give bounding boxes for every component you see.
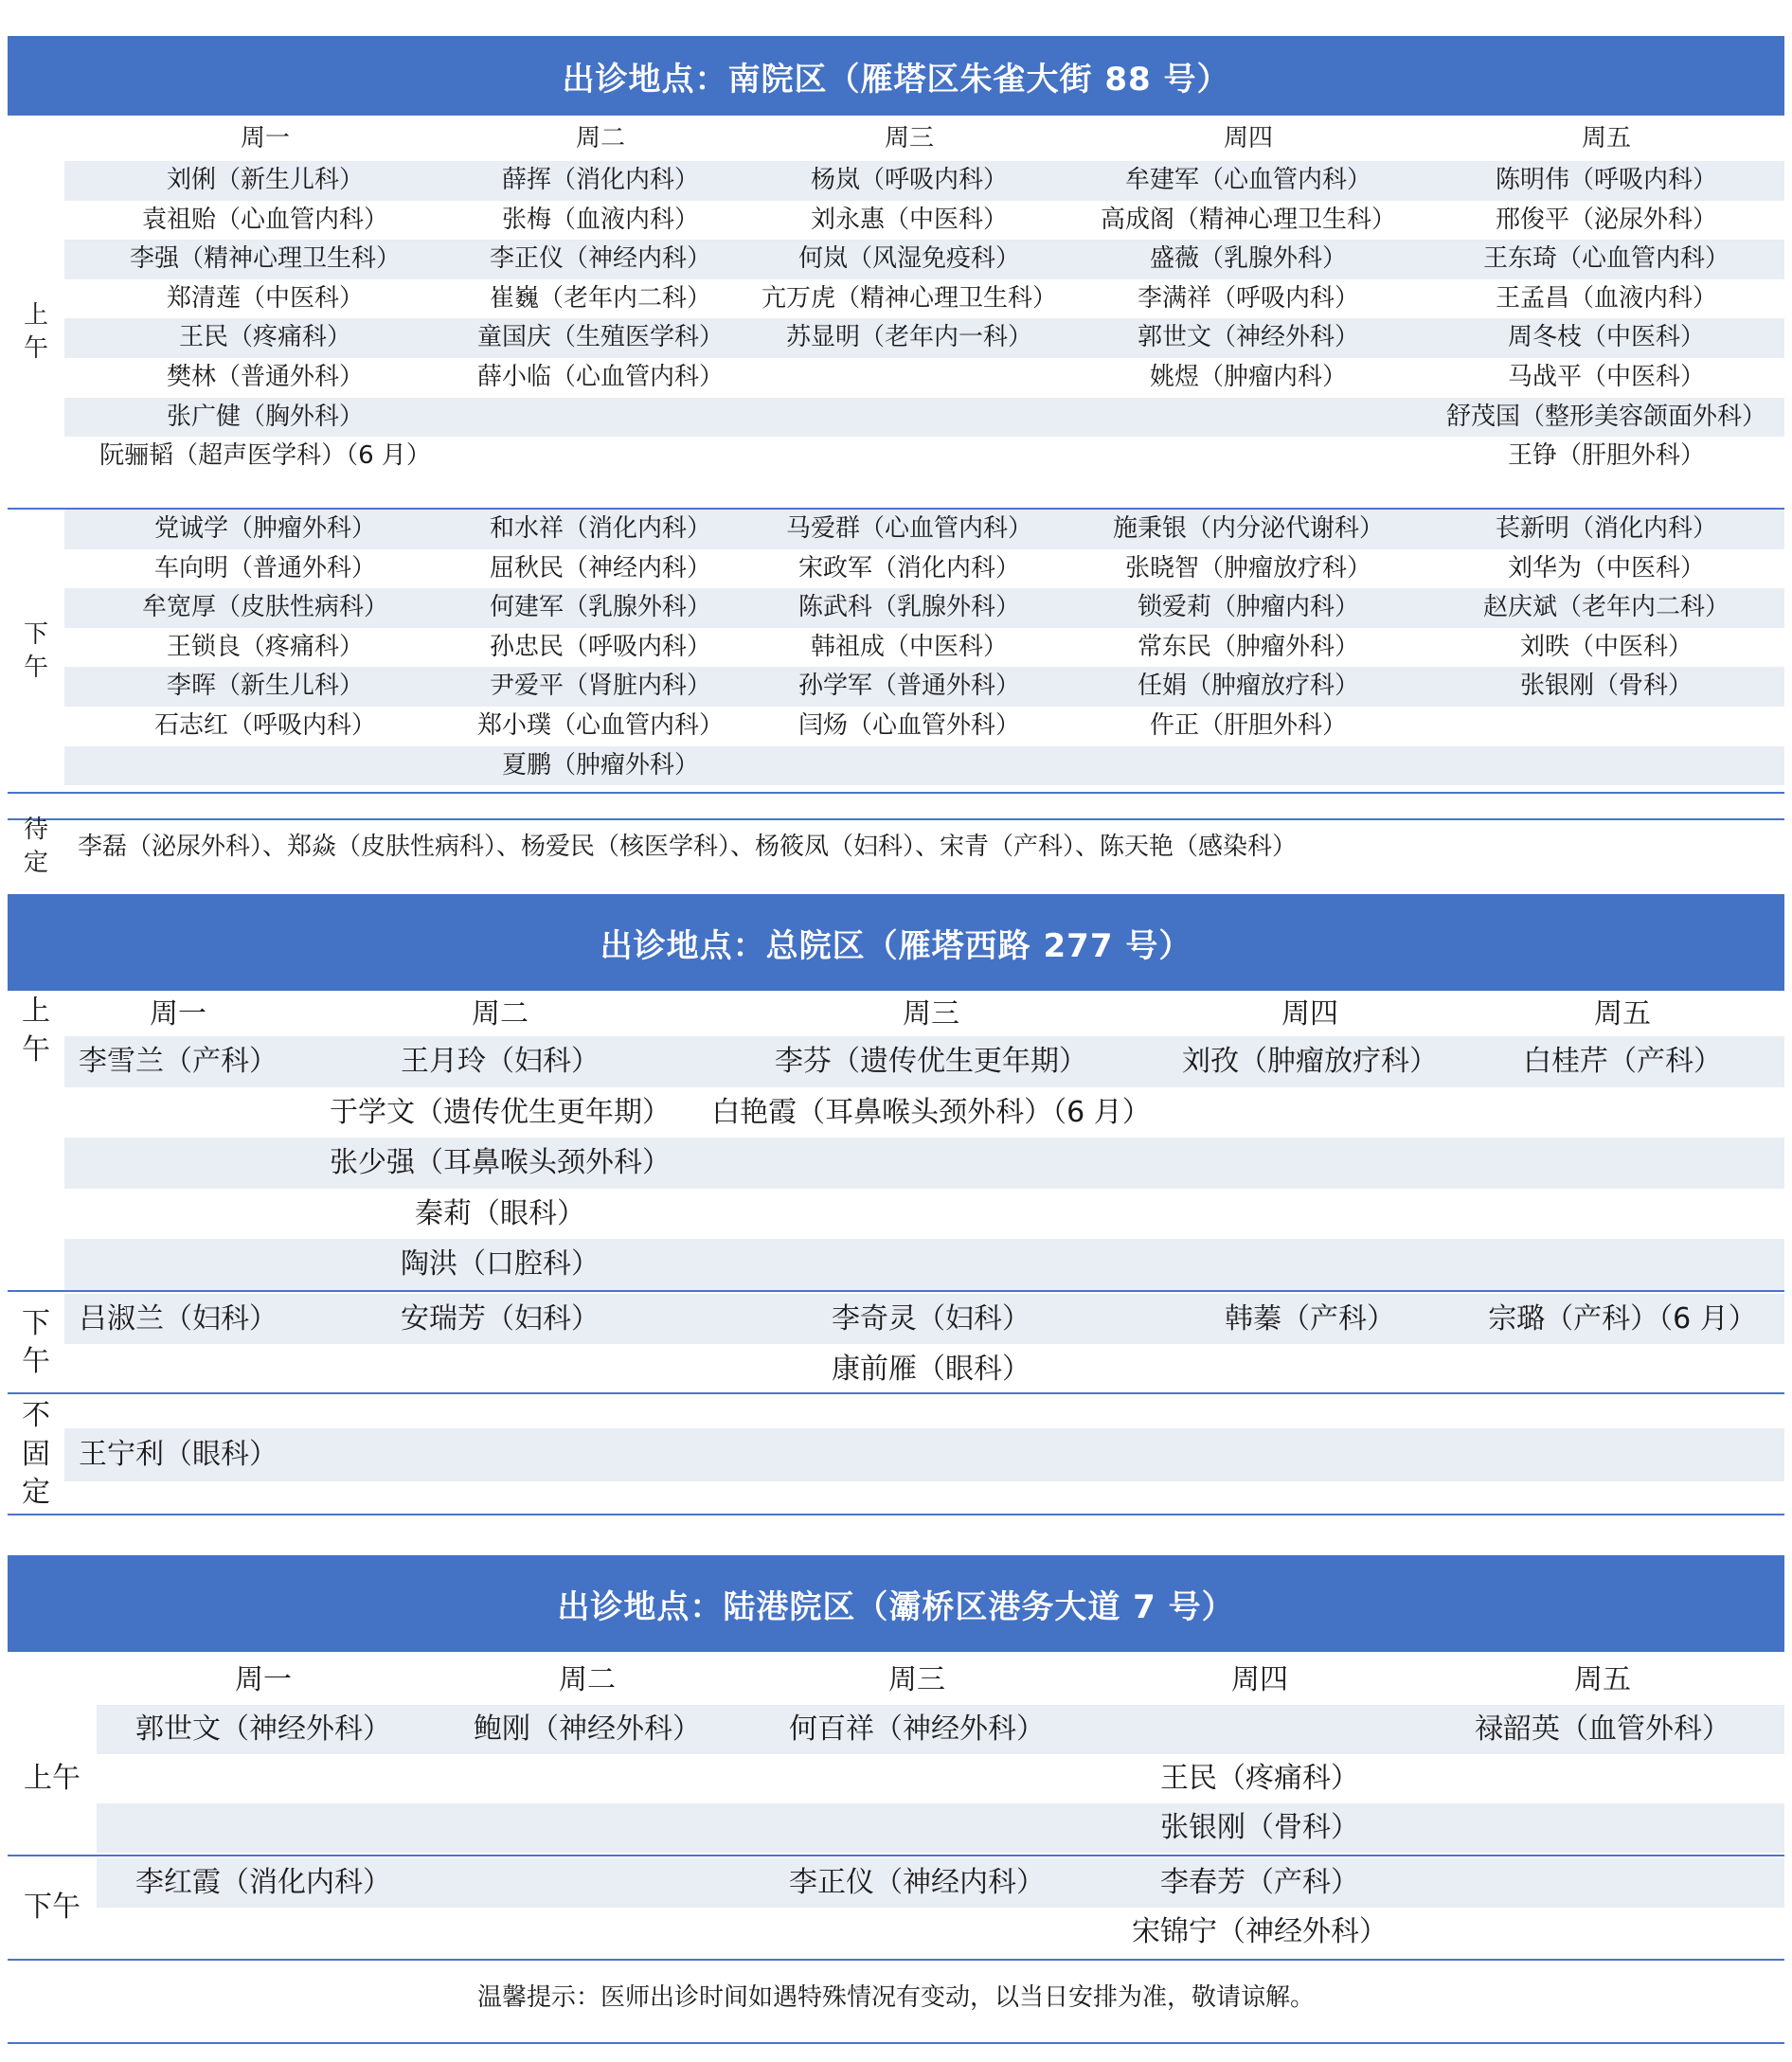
footer-note: 温馨提示：医师出诊时间如遇特殊情况有变动，以当日安排为准，敬请谅解。 [476, 1983, 1315, 2012]
doctor-entry: 闫炀（心血管外科） [797, 711, 1020, 740]
doctor-entry: 康前雁（眼科） [832, 1353, 1030, 1386]
band-1 [8, 1290, 1784, 1394]
doctor-entry: 王民（疼痛科） [178, 323, 351, 352]
doctor-entry: 袁祖贻（心血管内科） [141, 205, 388, 234]
doctor-entry: 邢俊平（泌尿外科） [1495, 205, 1717, 234]
doctor-entry: 李正仪（神经内科） [489, 244, 711, 274]
weekday-header-row [8, 1658, 1784, 1703]
doctor-entry: 李满祥（呼吸内科） [1137, 283, 1359, 313]
period-label: 上 午 [22, 995, 50, 1067]
weekday-2: 周二 [575, 124, 625, 152]
doctor-entry: 仵正（肝胆外科） [1149, 711, 1347, 740]
doctor-entry: 张少强（耳鼻喉头颈外科） [330, 1146, 671, 1180]
section-title: 出诊地点：南院区（雁塔区朱雀大街 88 号） [8, 36, 1784, 116]
period-label: 不 固 定 [22, 1399, 50, 1510]
doctor-entry: 苏显明（老年内一科） [785, 323, 1032, 352]
doctor-entry: 吕淑兰（妇科） [79, 1302, 278, 1336]
doctor-entry: 禄韶英（血管外科） [1475, 1712, 1730, 1746]
section-south [8, 36, 1784, 877]
doctor-entry: 宗璐（产科）（6 月） [1488, 1302, 1757, 1336]
doctor-entry: 张广健（胸外科） [166, 402, 364, 431]
doctor-entry: 和水祥（消化内科） [489, 514, 711, 543]
weekday-3: 周三 [884, 124, 934, 152]
doctor-entry: 王孟昌（血液内科） [1495, 283, 1717, 313]
doctor-entry: 任娟（肿瘤放疗科） [1137, 672, 1359, 701]
pending-doctors: 李磊（泌尿外科）、郑焱（皮肤性病科）、杨爱民（核医学科）、杨筱凤（妇科）、宋青（产科）、陈天艳（感染科） [78, 833, 1298, 861]
weekday-4: 周四 [1223, 124, 1273, 152]
doctor-entry: 车向明（普通外科） [153, 553, 376, 583]
doctor-entry: 马爱群（心血管内科） [785, 514, 1032, 543]
doctor-entry: 陈明伟（呼吸内科） [1495, 166, 1717, 194]
doctor-entry: 白桂芹（产科） [1523, 1045, 1722, 1078]
weekday-5: 周五 [1594, 997, 1651, 1031]
doctor-entry: 安瑞芳（妇科） [401, 1302, 600, 1336]
period-label: 上 午 [23, 300, 48, 363]
doctor-entry: 何岚（风湿免疫科） [797, 244, 1020, 274]
period-label: 上午 [24, 1761, 81, 1795]
section-title: 出诊地点：总院区（雁塔西路 277 号） [8, 894, 1784, 991]
doctor-entry: 姚煜（肿瘤内科） [1149, 363, 1347, 391]
weekday-3: 周三 [888, 1663, 945, 1696]
doctor-entry: 白艳霞（耳鼻喉头颈外科）（6 月） [711, 1095, 1151, 1129]
band-1 [8, 1855, 1784, 1959]
weekday-3: 周三 [903, 997, 959, 1031]
doctor-entry: 陶洪（口腔科） [401, 1247, 600, 1282]
doctor-entry: 韩蓁（产科） [1225, 1302, 1395, 1336]
weekday-5: 周五 [1574, 1663, 1631, 1696]
doctor-entry: 屈秋民（神经内科） [489, 553, 711, 583]
doctor-entry: 张晓智（肿瘤放疗科） [1124, 553, 1371, 583]
doctor-entry: 刘华为（中医科） [1507, 553, 1705, 583]
doctor-entry: 张梅（血液内科） [501, 205, 699, 234]
doctor-entry: 周冬枝（中医科） [1507, 323, 1705, 352]
band-2 [8, 1392, 1784, 1515]
period-label: 下 午 [23, 619, 48, 682]
row-stripe [64, 746, 1784, 786]
doctor-entry: 王民（疼痛科） [1160, 1762, 1359, 1795]
doctor-entry: 尹爱平（肾脏内科） [489, 672, 711, 701]
doctor-entry: 王月玲（妇科） [401, 1045, 600, 1078]
band-0 [8, 991, 1784, 1290]
doctor-entry: 郑清莲（中医科） [166, 283, 364, 313]
doctor-entry: 石志红（呼吸内科） [153, 711, 376, 740]
doctor-entry: 阮骊韬（超声医学科）（6 月） [99, 441, 431, 471]
doctor-entry: 刘永惠（中医科） [810, 205, 1008, 234]
doctor-entry: 刘昳（中医科） [1519, 632, 1693, 661]
pending-band [8, 792, 1784, 900]
doctor-entry: 夏鹏（肿瘤外科） [501, 750, 699, 780]
doctor-entry: 秦莉（眼科） [415, 1196, 585, 1230]
doctor-entry: 孙忠民（呼吸内科） [489, 632, 711, 661]
weekday-1: 周一 [150, 997, 206, 1031]
doctor-entry: 马战平（中医科） [1507, 363, 1705, 391]
bottom-rule [8, 2042, 1784, 2044]
doctor-entry: 宋锦宁（神经外科） [1132, 1915, 1388, 1948]
doctor-entry: 于学文（遗传优生更年期） [330, 1095, 671, 1129]
weekday-4: 周四 [1281, 997, 1338, 1031]
doctor-entry: 郭世文（神经外科） [135, 1712, 391, 1746]
doctor-entry: 刘俐（新生儿科） [166, 166, 364, 194]
doctor-entry: 李春芳（产科） [1160, 1866, 1359, 1899]
doctor-entry: 陈武科（乳腺外科） [797, 593, 1020, 622]
doctor-entry: 李晖（新生儿科） [166, 672, 364, 701]
doctor-entry: 樊林（普通外科） [166, 363, 364, 391]
weekday-1: 周一 [235, 1663, 292, 1696]
doctor-entry: 张银刚（骨科） [1160, 1811, 1359, 1844]
doctor-entry: 韩祖成（中医科） [810, 632, 1008, 661]
doctor-entry: 宋政军（消化内科） [797, 553, 1020, 583]
doctor-entry: 李红霞（消化内科） [135, 1866, 391, 1899]
section-main [8, 894, 1784, 1515]
doctor-entry: 盛薇（乳腺外科） [1149, 244, 1347, 274]
doctor-entry: 李雪兰（产科） [79, 1045, 278, 1078]
section-title: 出诊地点：陆港院区（灞桥区港务大道 7 号） [8, 1555, 1784, 1652]
doctor-entry: 王铮（肝胆外科） [1507, 441, 1705, 471]
doctor-entry: 党诚学（肿瘤外科） [153, 514, 376, 543]
weekday-2: 周二 [559, 1663, 616, 1696]
doctor-entry: 薛小临（心血管内科） [476, 363, 724, 391]
doctor-entry: 常东民（肿瘤外科） [1137, 632, 1359, 661]
doctor-entry: 郑小璞（心血管内科） [476, 711, 724, 740]
doctor-entry: 张银刚（骨科） [1519, 672, 1693, 701]
doctor-entry: 施秉银（内分泌代谢科） [1112, 514, 1384, 543]
doctor-entry: 李强（精神心理卫生科） [129, 244, 401, 274]
row-stripe [97, 1803, 1784, 1853]
doctor-entry: 童国庆（生殖医学科） [476, 323, 724, 352]
band-0 [8, 157, 1784, 508]
pending-label: 待 定 [23, 815, 48, 877]
doctor-entry: 王锁良（疼痛科） [166, 632, 364, 661]
doctor-entry: 牟建军（心血管内科） [1124, 166, 1371, 194]
weekday-5: 周五 [1581, 124, 1631, 152]
doctor-entry: 牟宽厚（皮肤性病科） [141, 593, 388, 622]
doctor-entry: 锁爱莉（肿瘤内科） [1137, 593, 1359, 622]
weekday-header-row [8, 119, 1784, 157]
doctor-entry: 李芬（遗传优生更年期） [775, 1045, 1087, 1078]
doctor-entry: 赵庆斌（老年内二科） [1482, 593, 1729, 622]
doctor-entry: 郭世文（神经外科） [1137, 323, 1359, 352]
doctor-entry: 王东琦（心血管内科） [1482, 244, 1729, 274]
doctor-entry: 薛挥（消化内科） [501, 166, 699, 194]
doctor-entry: 李奇灵（妇科） [832, 1302, 1030, 1336]
doctor-entry: 杨岚（呼吸内科） [810, 166, 1008, 194]
section-lugang [8, 1555, 1784, 1961]
doctor-entry: 亢万虎（精神心理卫生科） [761, 283, 1057, 313]
band-1 [8, 508, 1784, 794]
doctor-entry: 王宁利（眼科） [79, 1438, 278, 1471]
period-label: 下 午 [22, 1306, 50, 1378]
weekday-4: 周四 [1231, 1663, 1288, 1696]
weekday-1: 周一 [240, 124, 290, 152]
doctor-entry: 何建军（乳腺外科） [489, 593, 711, 622]
period-label: 下午 [24, 1890, 81, 1924]
doctor-entry: 李正仪（神经内科） [789, 1866, 1045, 1899]
doctor-entry: 刘孜（肿瘤放疗科） [1182, 1045, 1438, 1078]
band-0 [8, 1703, 1784, 1855]
row-stripe [64, 1428, 1784, 1481]
doctor-entry: 舒茂国（整形美容颌面外科） [1445, 402, 1766, 431]
weekday-2: 周二 [472, 997, 529, 1031]
doctor-entry: 何百祥（神经外科） [789, 1712, 1045, 1746]
doctor-entry: 高成阁（精神心理卫生科） [1100, 205, 1396, 234]
doctor-entry: 鲍刚（神经外科） [474, 1712, 701, 1746]
doctor-entry: 苌新明（消化内科） [1495, 514, 1717, 543]
doctor-entry: 孙学军（普通外科） [797, 672, 1020, 701]
doctor-entry: 崔巍（老年内二科） [489, 283, 711, 313]
